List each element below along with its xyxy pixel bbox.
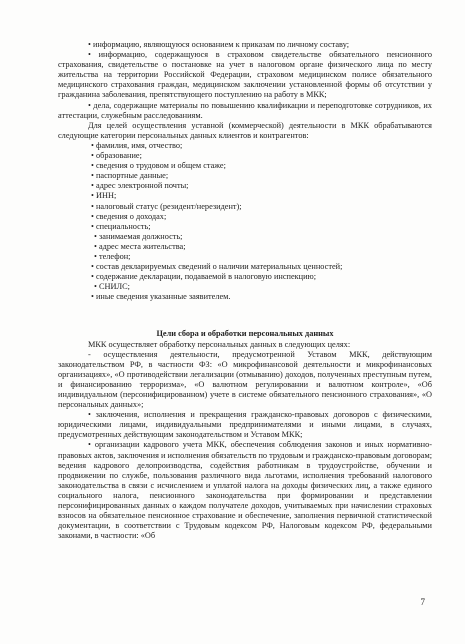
- employee-info-item: • дела, содержащие материалы по повышению квалификации и переподготовке сотрудников, их аттестации, служебным расследованиям.: [58, 100, 432, 120]
- employee-info-item: • информацию, содержащуюся в страховом свидетельстве обязательного пенсионного страхования, свидетельстве о постановке на учет в налоговом органе физического лица по месту жительства на территории Российской Федерации, страховом медицинском полисе обязательного медицинского страхования граждан, медицинском заключении установленной формы об отсутствии у гражданина заболевания, препятствующего поступлению на работу в МКК;: [58, 50, 432, 100]
- client-data-item: • фамилия, имя, отчество;: [91, 140, 183, 150]
- purpose-item: - осуществления деятельности, предусмотренной Уставом МКК, действующим законодательством РФ, в частности ФЗ: «О микрофинансовой деятельности и микрофинансовых организациях», «О противодействии легализации (отмыванию) доходов, полученных преступным путем, и финансированию терроризма», «О валютном регулировании и валютном контроле», «Об индивидуальном (персонифицированном) учете в системе обязательного пенсионного страхования», «О персональных данных»;: [58, 349, 432, 410]
- purpose-item: • организации кадрового учета МКК, обеспечения соблюдения законов и иных нормативно-правовых актов, заключения и исполнения обязательств по трудовым и гражданско-правовым договорам; ведения кадрового делопроизводства, содействия работникам в трудоустройстве, обучении и продвижении по службе, пользования различного вида льготами, исполнения требований налогового законодательства в связи с исчислением и уплатой налога на доходы физических лиц, а также единого социального налога, пенсионного законодательства при формировании и представлении персонифицированных данных о каждом получателе доходов, учитываемых при начислении страховых взносов на обязательное пенсионное страхование и обеспечение, заполнения первичной статистической документации, в соответствии с Трудовым кодексом РФ, Налоговым кодексом РФ, федеральными законами, в частности: «Об: [58, 440, 432, 541]
- client-data-item: • состав декларируемых сведений о наличии материальных ценностей;: [91, 262, 343, 272]
- section-heading: Цели сбора и обработки персональных данных: [156, 329, 334, 339]
- client-data-item: • СНИЛС;: [94, 282, 130, 292]
- client-data-item: • ИНН;: [91, 191, 117, 201]
- client-data-item: • налоговый статус (резидент/нерезидент);: [91, 201, 242, 211]
- page-content: [58, 40, 432, 541]
- client-data-item: • специальность;: [91, 221, 151, 231]
- client-data-item: • адрес места жительства;: [94, 241, 186, 251]
- client-data-item: • иные сведения указанные заявителем.: [91, 292, 231, 302]
- purposes-intro: МКК осуществляет обработку персональных данных в следующих целях:: [88, 339, 351, 349]
- client-data-item: • занимаемая должность;: [94, 231, 183, 241]
- client-data-item: • образование;: [91, 151, 142, 161]
- client-data-item: • паспортные данные;: [91, 171, 169, 181]
- client-data-item: • сведения о доходах;: [91, 211, 167, 221]
- client-data-item: • адрес электронной почты;: [91, 181, 189, 191]
- client-data-item: • телефон;: [94, 251, 131, 261]
- client-data-item: • сведения о трудовом и общем стаже;: [91, 161, 226, 171]
- employee-info-item: • информацию, являющуюся основанием к приказам по личному составу;: [88, 40, 350, 49]
- page-number: 7: [420, 597, 425, 607]
- client-data-item: • содержание декларации, подаваемой в налоговую инспекцию;: [91, 272, 317, 282]
- purpose-item: • заключения, исполнения и прекращения гражданско-правовых договоров с физическими, юридическими лицами, индивидуальными предпринимателями и иными лицами, в случаях, предусмотренных действующим законодательством и Уставом МКК;: [58, 410, 432, 440]
- client-data-intro: Для целей осуществления уставной (коммерческой) деятельности в МКК обрабатываются следующие категории персональных данных клиентов и контрагентов:: [58, 120, 432, 140]
